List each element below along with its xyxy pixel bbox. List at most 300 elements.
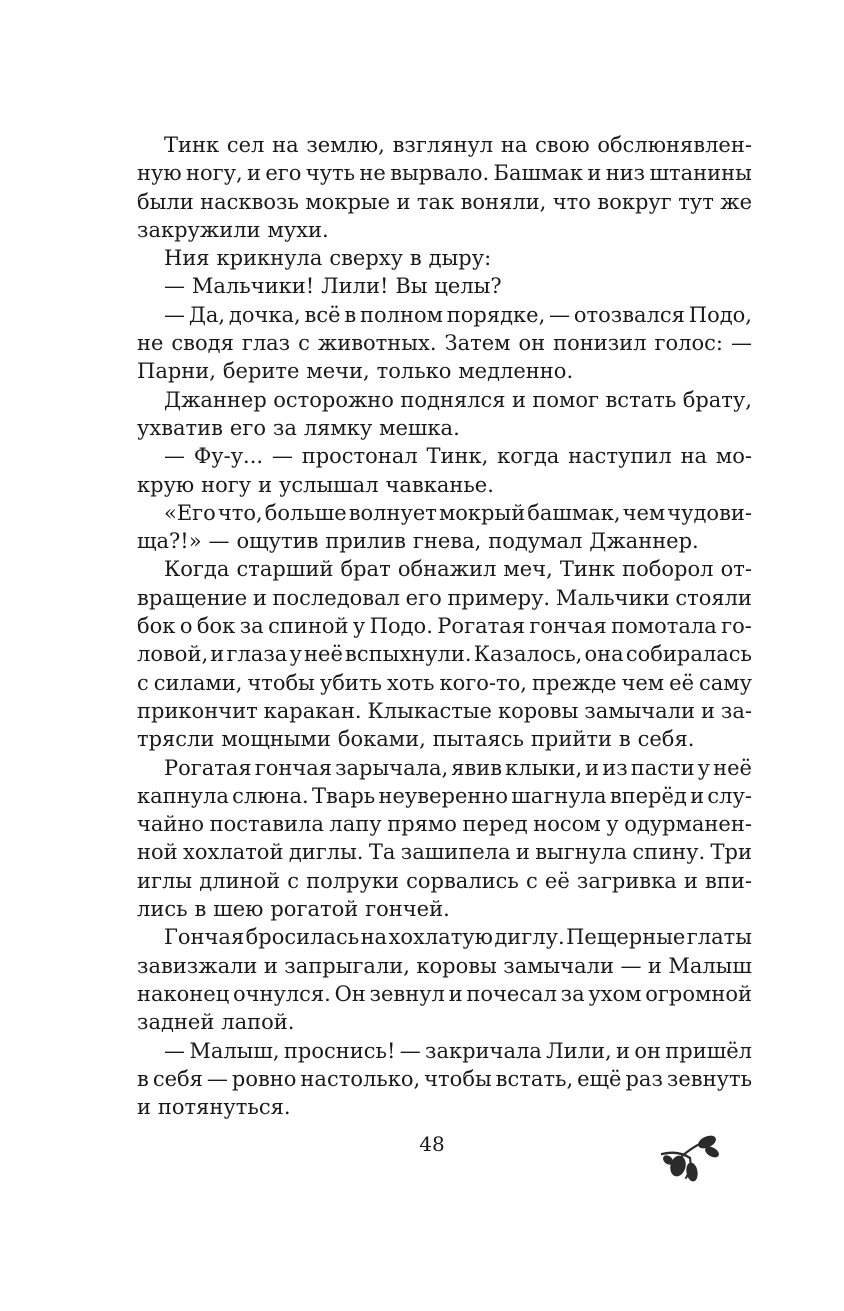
word: чем <box>622 500 666 525</box>
word: мухи. <box>267 217 329 242</box>
word: штанины <box>649 161 752 186</box>
word: — <box>730 331 752 356</box>
word: саму <box>699 670 752 695</box>
word: гончей. <box>365 897 450 922</box>
word: прямо <box>387 812 457 837</box>
word: мокрый <box>438 500 526 525</box>
word: зарычала, <box>335 755 449 780</box>
word: запрыгали, <box>284 953 410 978</box>
word: замычали <box>584 698 696 723</box>
word: Затем <box>444 331 511 356</box>
word: Тинк <box>559 557 615 582</box>
word: на <box>680 444 708 469</box>
word: подумал <box>488 529 583 554</box>
word: он <box>634 1038 661 1063</box>
word: ную <box>137 161 182 186</box>
word: коровы <box>497 698 579 723</box>
word: с <box>298 331 310 356</box>
word: Джаннер <box>164 387 267 412</box>
word: наконец <box>137 981 230 1006</box>
page-number: 48 <box>419 1132 445 1156</box>
word: за <box>239 614 264 639</box>
text-line <box>137 754 752 782</box>
word: встать <box>605 387 677 412</box>
word: не <box>359 161 386 186</box>
text-line <box>137 414 752 442</box>
word: порядке, <box>446 302 546 327</box>
word: чавканье. <box>385 472 494 497</box>
word: взглянул <box>392 133 494 157</box>
word: вперёд <box>609 783 687 808</box>
word: примеру. <box>447 585 551 610</box>
word: помотала <box>611 614 717 639</box>
word: у <box>289 642 302 667</box>
word: обнажил <box>397 557 497 582</box>
word: и <box>511 387 526 412</box>
text-line <box>137 1065 752 1093</box>
word: выгнула <box>535 840 627 865</box>
word: Он <box>334 981 366 1006</box>
word: Три <box>710 840 752 865</box>
word: и <box>515 840 530 865</box>
word: лапой. <box>221 1010 295 1035</box>
word: капнула <box>137 783 229 808</box>
word: Рогатая <box>437 614 525 639</box>
word: в <box>409 246 422 271</box>
word: глаза <box>226 642 288 667</box>
word: встать, <box>495 1066 574 1091</box>
word: из <box>602 755 628 780</box>
word: воняли, <box>460 189 547 214</box>
text-line <box>137 244 752 272</box>
word: берите <box>222 359 300 384</box>
word: Ния <box>164 246 210 271</box>
word: Малыш, <box>189 1038 280 1063</box>
text-line <box>137 1037 752 1065</box>
word: Малыш <box>668 953 752 978</box>
word: вращение <box>137 585 248 610</box>
word: чуть <box>305 161 356 186</box>
word: его <box>405 585 442 610</box>
text-line <box>137 980 752 1008</box>
word: землю, <box>306 133 385 157</box>
word: и <box>647 953 662 978</box>
text-line <box>137 386 752 414</box>
word: — <box>208 529 230 554</box>
word: пришёл <box>665 1038 752 1063</box>
word: старший <box>236 557 334 582</box>
word: полном <box>359 302 443 327</box>
word: Лили, <box>546 1038 612 1063</box>
word: и <box>210 642 225 667</box>
word: Та <box>368 840 396 865</box>
word: полруки <box>306 868 400 893</box>
word: шагнула <box>511 783 607 808</box>
body-text <box>137 131 752 1121</box>
word: всё <box>304 302 341 327</box>
word: дочка, <box>228 302 301 327</box>
text-line <box>137 188 752 216</box>
word: бок <box>196 614 236 639</box>
word: ща?!» <box>137 529 202 554</box>
text-line <box>137 697 752 725</box>
word: чем <box>621 670 665 695</box>
word: на <box>272 133 299 157</box>
word: помог <box>532 387 600 412</box>
word: трясли <box>137 727 215 752</box>
word: за <box>560 981 585 1006</box>
word: свою <box>535 133 590 157</box>
text-line <box>137 471 752 499</box>
word: настолько, <box>300 1066 421 1091</box>
word: коровы <box>416 953 497 978</box>
word: очнулся. <box>232 981 331 1006</box>
word: неё <box>713 755 752 780</box>
word: прикончит <box>137 698 258 723</box>
word: больше <box>264 500 347 525</box>
word: за <box>272 415 297 440</box>
word: впи- <box>705 868 752 893</box>
word: чудови- <box>667 500 752 525</box>
text-line <box>137 895 752 923</box>
word: волнует <box>348 500 437 525</box>
word: услышал <box>278 472 379 497</box>
text-line <box>137 131 752 159</box>
word: сорвались <box>406 868 519 893</box>
word: Парни, <box>137 359 216 384</box>
word: чайно <box>137 812 205 837</box>
word: мощными <box>221 727 331 752</box>
word: чтобы <box>424 1066 492 1091</box>
text-line <box>137 301 752 329</box>
text-line <box>137 584 752 612</box>
word: ногу <box>201 472 252 497</box>
text-line <box>137 527 752 555</box>
word: мокрые <box>305 189 391 214</box>
word: себя <box>152 1066 203 1091</box>
word: боками, <box>337 727 426 752</box>
word: прийти <box>530 727 612 752</box>
word: лись <box>137 897 188 922</box>
word: хохлатую <box>388 925 493 950</box>
word: шею <box>213 897 264 922</box>
word: так <box>416 189 455 214</box>
word: в <box>194 897 207 922</box>
word: зашипела <box>400 840 511 865</box>
text-line <box>137 640 752 668</box>
word: его <box>265 161 302 186</box>
text-line <box>137 612 752 640</box>
word: отозвался <box>573 302 685 327</box>
word: поднялся <box>400 387 506 412</box>
text-line <box>137 923 752 951</box>
word: медленно. <box>458 359 574 384</box>
leaf-sprig-ornament-icon <box>660 1130 720 1188</box>
word: закричала <box>425 1038 542 1063</box>
word: пытаясь <box>432 727 524 752</box>
word: ухватив <box>137 415 223 440</box>
text-line <box>137 952 752 980</box>
word: Фу-у... <box>193 444 264 469</box>
word: последовал <box>272 585 400 610</box>
text-line <box>137 838 752 866</box>
word: ловой, <box>137 642 209 667</box>
word: кого-то, <box>439 670 527 695</box>
word: и <box>252 585 267 610</box>
word: слюна. <box>232 783 309 808</box>
text-line <box>137 1093 752 1121</box>
word: диглы. <box>288 840 364 865</box>
word: неуверенно <box>378 783 509 808</box>
word: с <box>526 868 538 893</box>
word: прилив <box>325 529 406 554</box>
word: на <box>360 925 388 950</box>
word: что, <box>217 500 263 525</box>
word: явив <box>451 755 503 780</box>
word: были <box>137 189 194 214</box>
word: и <box>587 161 602 186</box>
word: Когда <box>164 557 230 582</box>
word: и <box>247 161 262 186</box>
word: почесал <box>466 981 557 1006</box>
word: у <box>352 614 366 639</box>
word: и <box>396 189 411 214</box>
text-line <box>137 442 752 470</box>
word: крикнула <box>216 246 323 271</box>
word: Подо. <box>369 614 433 639</box>
word: длиной <box>199 868 281 893</box>
word: зевнуть <box>666 1066 752 1091</box>
word: и <box>263 953 278 978</box>
word: ной <box>137 840 178 865</box>
text-line <box>137 555 752 583</box>
text-line <box>137 782 752 810</box>
word: меч, <box>503 557 553 582</box>
word: зевнул <box>369 981 445 1006</box>
word: брат <box>340 557 391 582</box>
word: Пещерные <box>566 925 686 950</box>
word: убить <box>319 670 382 695</box>
word: башмак, <box>527 500 621 525</box>
text-line <box>137 810 752 838</box>
word: поставила <box>209 812 324 837</box>
word: о <box>179 614 193 639</box>
text-line <box>137 159 752 187</box>
word: стояли <box>675 585 752 610</box>
word: в <box>137 1066 149 1091</box>
word: себя. <box>637 727 695 752</box>
text-line <box>137 669 752 697</box>
word: Клыкастые <box>367 698 492 723</box>
word: хоть <box>386 670 435 695</box>
word: перед <box>462 812 528 837</box>
word: мечи, <box>306 359 370 384</box>
word: Да, <box>188 302 226 327</box>
word: спину. <box>632 840 706 865</box>
word: Тварь <box>311 783 376 808</box>
word: замычали <box>503 953 614 978</box>
word: собиралась <box>625 642 752 667</box>
word: — <box>549 302 571 327</box>
word: Рогатая <box>164 755 252 780</box>
text-line <box>137 499 752 527</box>
word: с <box>287 868 299 893</box>
text-line <box>137 1008 752 1036</box>
word: и <box>683 868 698 893</box>
word: брату, <box>682 387 752 412</box>
word: вспыхнули. <box>345 642 472 667</box>
word: бросилась <box>245 925 360 950</box>
word: закружили <box>137 217 261 242</box>
word: проснись! <box>283 1038 396 1063</box>
word: иглы <box>137 868 193 893</box>
word: она <box>584 642 624 667</box>
word: мо- <box>715 444 752 469</box>
word: — <box>206 1066 228 1091</box>
word: — <box>271 444 293 469</box>
word: от- <box>720 557 752 582</box>
word: и <box>137 1095 151 1120</box>
word: за- <box>720 698 752 723</box>
word: он <box>518 331 546 356</box>
word: целы? <box>434 274 502 299</box>
word: огромной <box>645 981 752 1006</box>
word: «Его <box>164 500 216 525</box>
word: сверху <box>329 246 403 271</box>
word: насквозь <box>200 189 299 214</box>
word: мешка. <box>379 415 460 440</box>
text-line <box>137 357 752 385</box>
word: Казалось, <box>473 642 583 667</box>
word: в <box>344 302 357 327</box>
word: слу- <box>707 783 752 808</box>
word: — <box>399 1038 421 1063</box>
word: гнева, <box>412 529 482 554</box>
word: пасти <box>630 755 695 780</box>
word: и <box>585 755 600 780</box>
text-line <box>137 867 752 895</box>
word: её <box>544 868 570 893</box>
word: с <box>137 670 149 695</box>
word: когда <box>497 444 560 469</box>
word: Тинк <box>164 133 220 157</box>
word: загривка <box>576 868 677 893</box>
word: голос: <box>654 331 723 356</box>
word: и <box>616 1038 630 1063</box>
word: потянуться. <box>157 1095 291 1120</box>
word: у <box>697 755 711 780</box>
word: рогатой <box>270 897 359 922</box>
word: го- <box>721 614 752 639</box>
word: ощутив <box>236 529 319 554</box>
word: глаз <box>241 331 291 356</box>
word: животных. <box>317 331 437 356</box>
word: низ <box>605 161 646 186</box>
word: и <box>700 698 715 723</box>
text-line <box>137 725 752 753</box>
word: у <box>606 812 619 837</box>
word: завизжали <box>137 953 258 978</box>
word: Мальчики <box>555 585 670 610</box>
word: силами, <box>153 670 243 695</box>
word: — <box>164 274 185 299</box>
word: раз <box>625 1066 663 1091</box>
word: тут <box>678 189 714 214</box>
word: и <box>448 981 463 1006</box>
text-line <box>137 216 752 244</box>
word: задней <box>137 1010 215 1035</box>
word: прежде <box>531 670 617 695</box>
word: хохлатой <box>183 840 284 865</box>
word: гончая <box>254 755 333 780</box>
word: неё <box>304 642 343 667</box>
word: ногу, <box>185 161 243 186</box>
word: и <box>690 783 705 808</box>
word: обслюнявлен- <box>597 133 752 157</box>
word: — <box>164 1038 185 1063</box>
word: — <box>164 444 185 469</box>
word: простонал <box>301 444 418 469</box>
word: Тинк, <box>426 444 489 469</box>
word: его <box>229 415 266 440</box>
word: клыки, <box>505 755 583 780</box>
word: ровно <box>231 1066 297 1091</box>
word: носом <box>533 812 601 837</box>
word: чтобы <box>247 670 315 695</box>
word: одурманен- <box>624 812 752 837</box>
word: её <box>669 670 695 695</box>
word: на <box>500 133 528 157</box>
word: сел <box>226 133 265 157</box>
word: крую <box>137 472 195 497</box>
word: ухом <box>588 981 642 1006</box>
word: дыру: <box>428 246 492 271</box>
text-line <box>137 272 752 300</box>
word: же <box>720 189 752 214</box>
word: понизил <box>553 331 647 356</box>
word: наступил <box>568 444 672 469</box>
word: не <box>137 331 164 356</box>
word: спиной <box>268 614 349 639</box>
word: лапу <box>329 812 382 837</box>
word: Башмак <box>493 161 583 186</box>
word: Подо, <box>688 302 752 327</box>
word: — <box>620 953 642 978</box>
word: ещё <box>577 1066 622 1091</box>
word: Мальчики! <box>191 274 315 299</box>
word: Лили! <box>321 274 389 299</box>
word: Гончая <box>164 925 245 950</box>
word: гончая <box>529 614 607 639</box>
word: — <box>164 302 185 327</box>
word: вокруг <box>597 189 672 214</box>
text-line <box>137 329 752 357</box>
word: Джаннер. <box>589 529 699 554</box>
word: осторожно <box>273 387 394 412</box>
word: и <box>258 472 273 497</box>
word: только <box>376 359 452 384</box>
word: поборол <box>622 557 714 582</box>
word: Вы <box>395 274 428 299</box>
word: сводя <box>171 331 234 356</box>
word: диглу. <box>494 925 565 950</box>
word: в <box>618 727 631 752</box>
word: лямку <box>303 415 373 440</box>
word: бок <box>137 614 176 639</box>
word: глаты <box>686 925 752 950</box>
word: что <box>552 189 591 214</box>
word: вырвало. <box>390 161 490 186</box>
